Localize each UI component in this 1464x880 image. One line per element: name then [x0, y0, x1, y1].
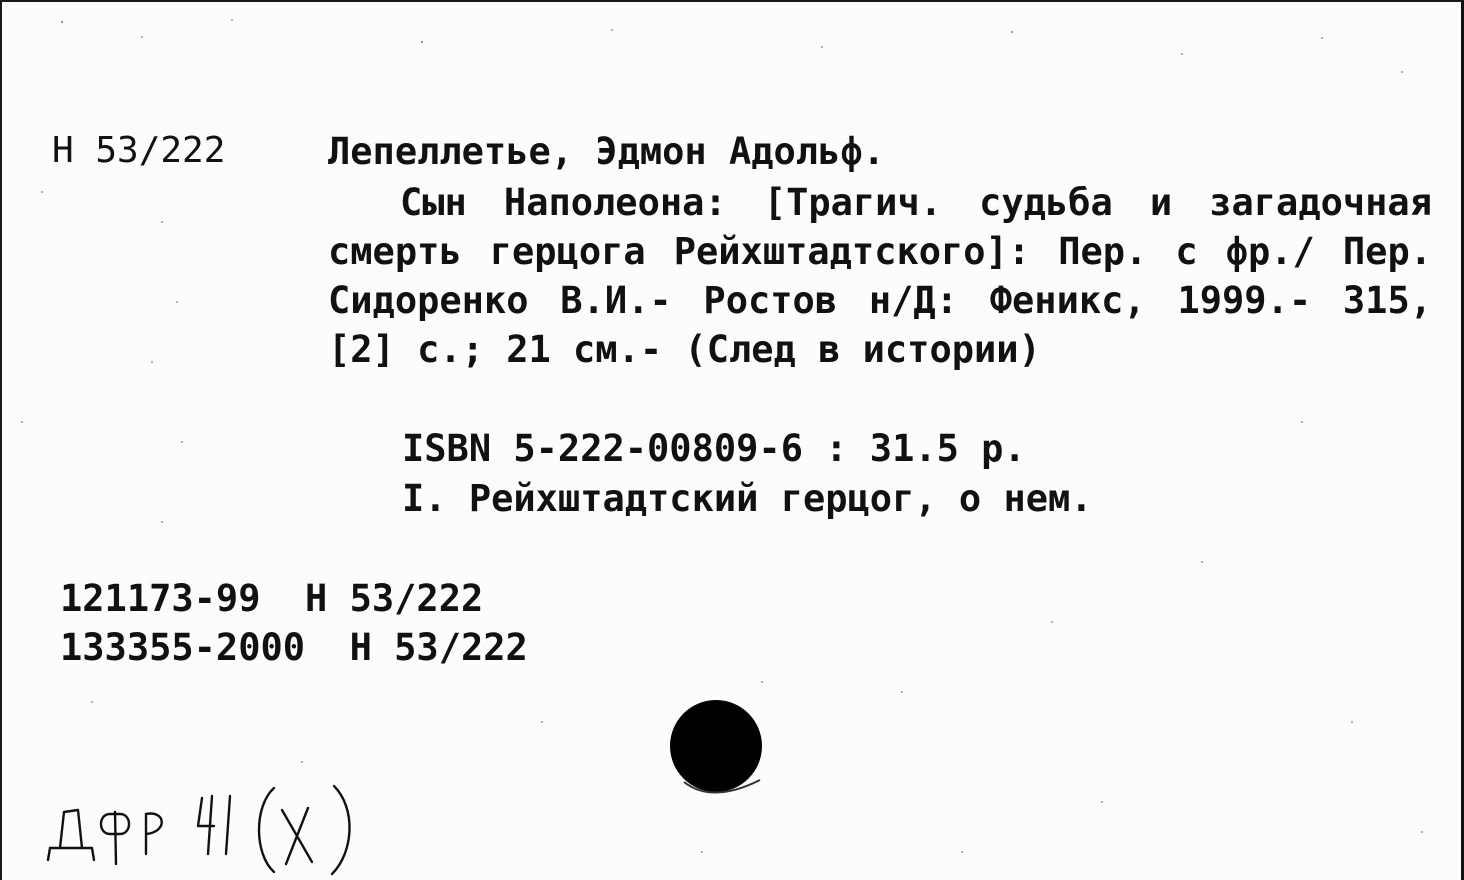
inventory-number: 121173-99	[60, 577, 261, 620]
subject-entry: I. Рейхштадтский герцог, о нем.	[402, 477, 1093, 520]
punch-hole-edge	[682, 742, 772, 812]
author-heading: Лепеллетье, Эдмон Адольф.	[328, 130, 885, 173]
inventory-line	[60, 577, 484, 620]
inventory-shelf: Н 53/222	[349, 626, 528, 669]
handwritten-note	[42, 782, 382, 878]
inventory-number: 133355-2000	[60, 626, 306, 669]
bibliographic-description: Сын Наполеона: [Трагич. судьба и загадочная смерть герцога Рейхштадтского]: Пер. с фр./ Пер. Сидоренко В.И.- Ростов н/Д: Феникс, 1999.- 315, [2] с.; 21 см.- (След в истории)	[328, 181, 1432, 371]
isbn-price-line: ISBN 5-222-00809-6 : 31.5 р.	[402, 427, 1026, 470]
call-number: Н 53/222	[52, 130, 226, 171]
inventory-line	[60, 626, 528, 669]
inventory-shelf: Н 53/222	[305, 577, 484, 620]
